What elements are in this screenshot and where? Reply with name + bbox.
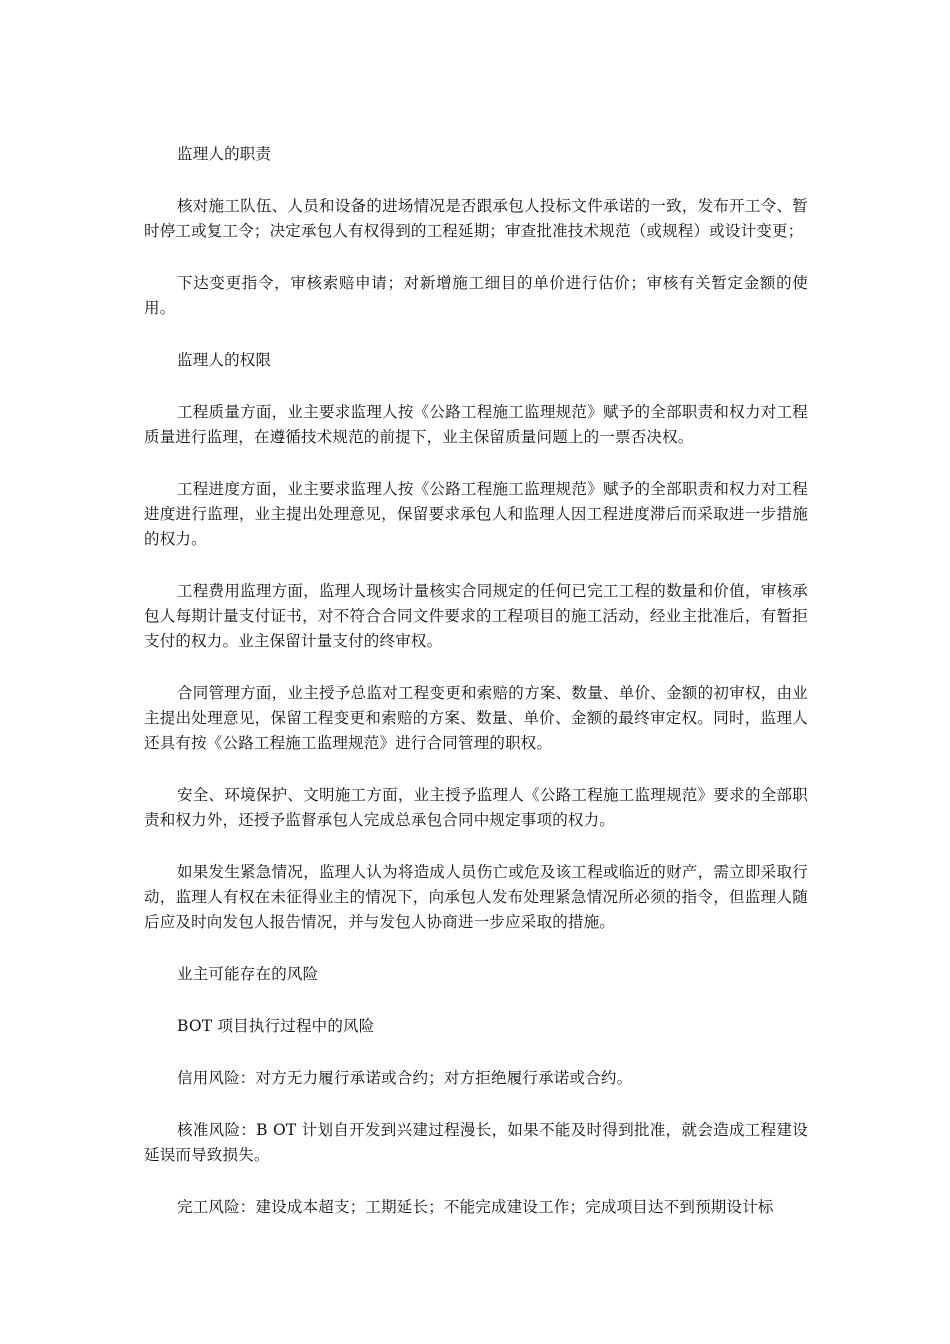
paragraph-authority-cost: 工程费用监理方面，监理人现场计量核实合同规定的任何已完工工程的数量和价值，审核承包人每期计量支付证书，对不符合合同文件要求的工程项目的施工活动，经业主批准后，有暂拒支付的权力。业主保留计量支付的终审权。 [144, 582, 808, 650]
document-body [144, 142, 808, 1247]
paragraph-bot-risks-heading: BOT 项目执行过程中的风险 [177, 1017, 375, 1035]
paragraph-duty-verification: 核对施工队伍、人员和设备的进场情况是否跟承包人投标文件承诺的一致，发布开工令、暂时停工或复工令；决定承包人有权得到的工程延期；审查批准技术规范（或规程）或设计变更； [144, 197, 808, 240]
paragraph-supervisor-authority-heading: 监理人的权限 [177, 351, 272, 369]
paragraph-completion-risk: 完工风险：建设成本超支；工期延长；不能完成建设工作；完成项目达不到预期设计标 [177, 1198, 774, 1216]
paragraph-authority-safety: 安全、环境保护、文明施工方面，业主授予监理人《公路工程施工监理规范》要求的全部职责和权力外，还授予监督承包人完成总承包合同中规定事项的权力。 [144, 786, 808, 829]
paragraph-authority-contract: 合同管理方面，业主授予总监对工程变更和索赔的方案、数量、单价、金额的初审权，由业主提出处理意见，保留工程变更和索赔的方案、数量、单价、金额的最终审定权。同时，监理人还具有按《公路工程施工监理规范》进行合同管理的职权。 [144, 684, 808, 752]
paragraph-supervisor-duties-heading: 监理人的职责 [177, 145, 272, 163]
paragraph-approval-risk: 核准风险：B OT 计划自开发到兴建过程漫长，如果不能及时得到批准，就会造成工程建设延误而导致损失。 [144, 1121, 808, 1164]
paragraph-authority-emergency: 如果发生紧急情况，监理人认为将造成人员伤亡或危及该工程或临近的财产，需立即采取行动，监理人有权在未征得业主的情况下，向承包人发布处理紧急情况所必须的指令，但监理人随后应及时向发包人报告情况，并与发包人协商进一步应采取的措施。 [144, 863, 808, 931]
paragraph-duty-change-orders: 下达变更指令，审核索赔申请；对新增施工细目的单价进行估价；审核有关暂定金额的使用。 [144, 274, 808, 317]
paragraph-authority-schedule: 工程进度方面，业主要求监理人按《公路工程施工监理规范》赋予的全部职责和权力对工程进度进行监理，业主提出处理意见，保留要求承包人和监理人因工程进度滞后而采取进一步措施的权力。 [144, 480, 808, 548]
paragraph-owner-risks-heading: 业主可能存在的风险 [177, 965, 319, 983]
paragraph-credit-risk: 信用风险：对方无力履行承诺或合约；对方拒绝履行承诺或合约。 [177, 1069, 633, 1087]
paragraph-authority-quality: 工程质量方面，业主要求监理人按《公路工程施工监理规范》赋予的全部职责和权力对工程质量进行监理，在遵循技术规范的前提下，业主保留质量问题上的一票否决权。 [144, 403, 808, 446]
